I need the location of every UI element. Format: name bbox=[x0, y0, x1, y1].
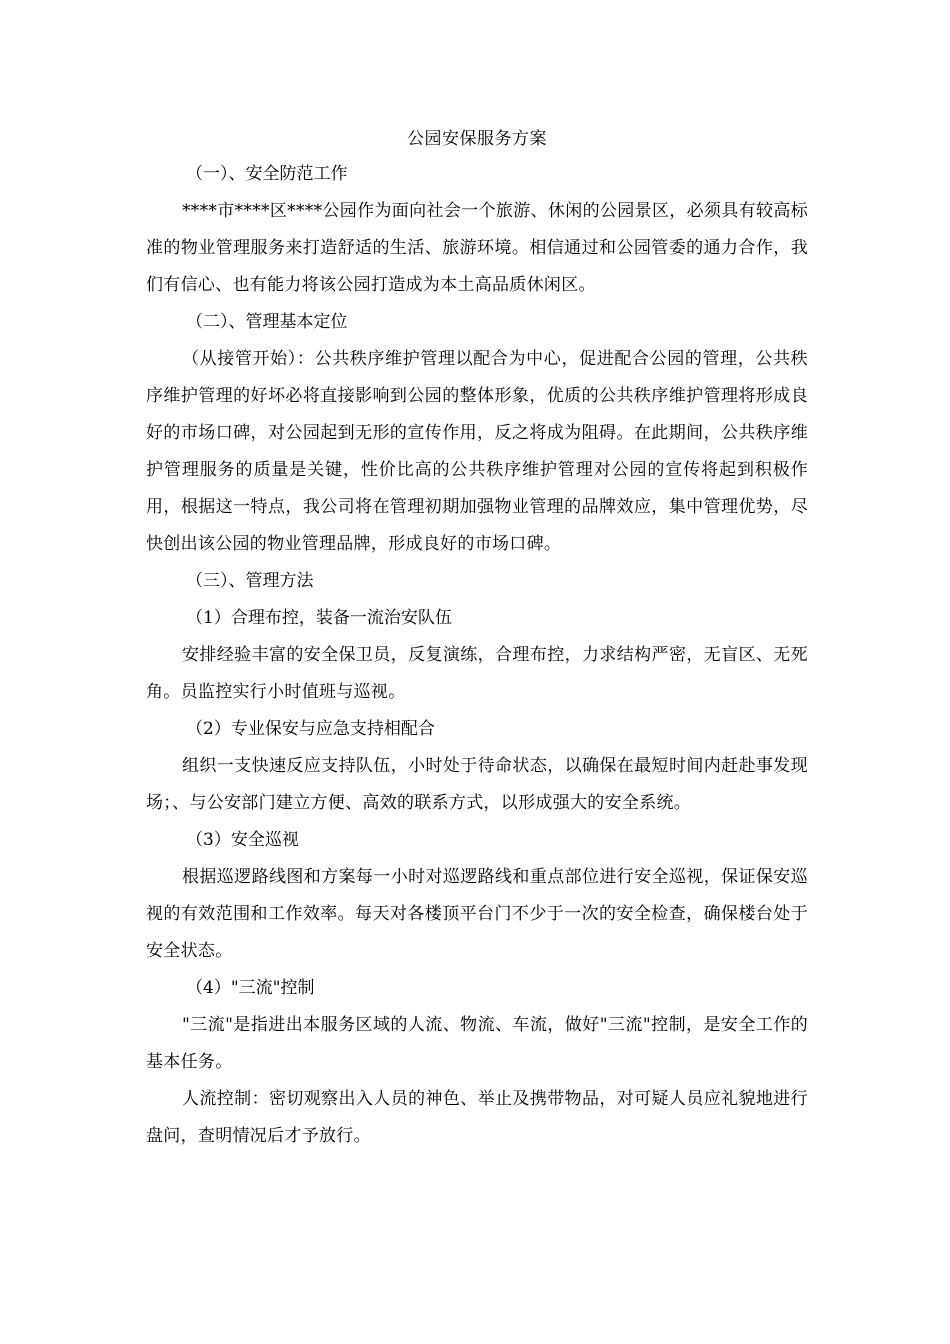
document-body bbox=[146, 128, 808, 1155]
paragraph-emergency: 组织一支快速反应支持队伍，小时处于待命状态，以确保在最短时间内赶赴事发现场；、与公安部门建立方便、高效的联系方式，以形成强大的安全系统。 bbox=[146, 756, 808, 813]
subheading-emergency: （2）专业保安与应急支持相配合 bbox=[186, 719, 435, 739]
section-heading-positioning: （二）、管理基本定位 bbox=[186, 312, 348, 332]
paragraph-intro: ****市****区****公园作为面向社会一个旅游、休闲的公园景区，必须具有较高标准的物业管理服务来打造舒适的生活、旅游环境。相信通过和公园管委的通力合作，我们有信心、也有能力将该公园打造成为本土高品质休闲区。 bbox=[146, 201, 808, 295]
subheading-three-flows: （4）"三流"控制 bbox=[186, 978, 315, 998]
section-heading-safety: （一）、安全防范工作 bbox=[186, 164, 348, 184]
paragraph-people-flow: 人流控制：密切观察出入人员的神色、举止及携带物品，对可疑人员应礼貌地进行盘问，查明情况后才予放行。 bbox=[146, 1089, 808, 1146]
paragraph-three-flows: "三流"是指进出本服务区域的人流、物流、车流，做好"三流"控制，是安全工作的基本任务。 bbox=[146, 1015, 808, 1072]
subheading-patrol: （3）安全巡视 bbox=[186, 830, 299, 850]
paragraph-positioning: （从接管开始）：公共秩序维护管理以配合为中心，促进配合公园的管理，公共秩序维护管理的好坏必将直接影响到公园的整体形象，优质的公共秩序维护管理将形成良好的市场口碑，对公园起到无形的宣传作用，反之将成为阻碍。在此期间，公共秩序维护管理服务的质量是关键，性价比高的公共秩序维护管理对公园的宣传将起到积极作用，根据这一特点，我公司将在管理初期加强物业管理的品牌效应，集中管理优势，尽快创出该公园的物业管理品牌，形成良好的市场口碑。 bbox=[146, 349, 808, 554]
paragraph-patrol: 根据巡逻路线图和方案每一小时对巡逻路线和重点部位进行安全巡视，保证保安巡视的有效范围和工作效率。每天对各楼顶平台门不少于一次的安全检查，确保楼台处于安全状态。 bbox=[146, 867, 808, 961]
document-title: 公园安保服务方案 bbox=[407, 129, 547, 149]
paragraph-deployment: 安排经验丰富的安全保卫员，反复演练，合理布控，力求结构严密，无盲区、无死角。员监控实行小时值班与巡视。 bbox=[146, 645, 808, 702]
subheading-deployment: （1）合理布控，装备一流治安队伍 bbox=[186, 608, 452, 628]
section-heading-methods: （三）、管理方法 bbox=[186, 571, 314, 591]
